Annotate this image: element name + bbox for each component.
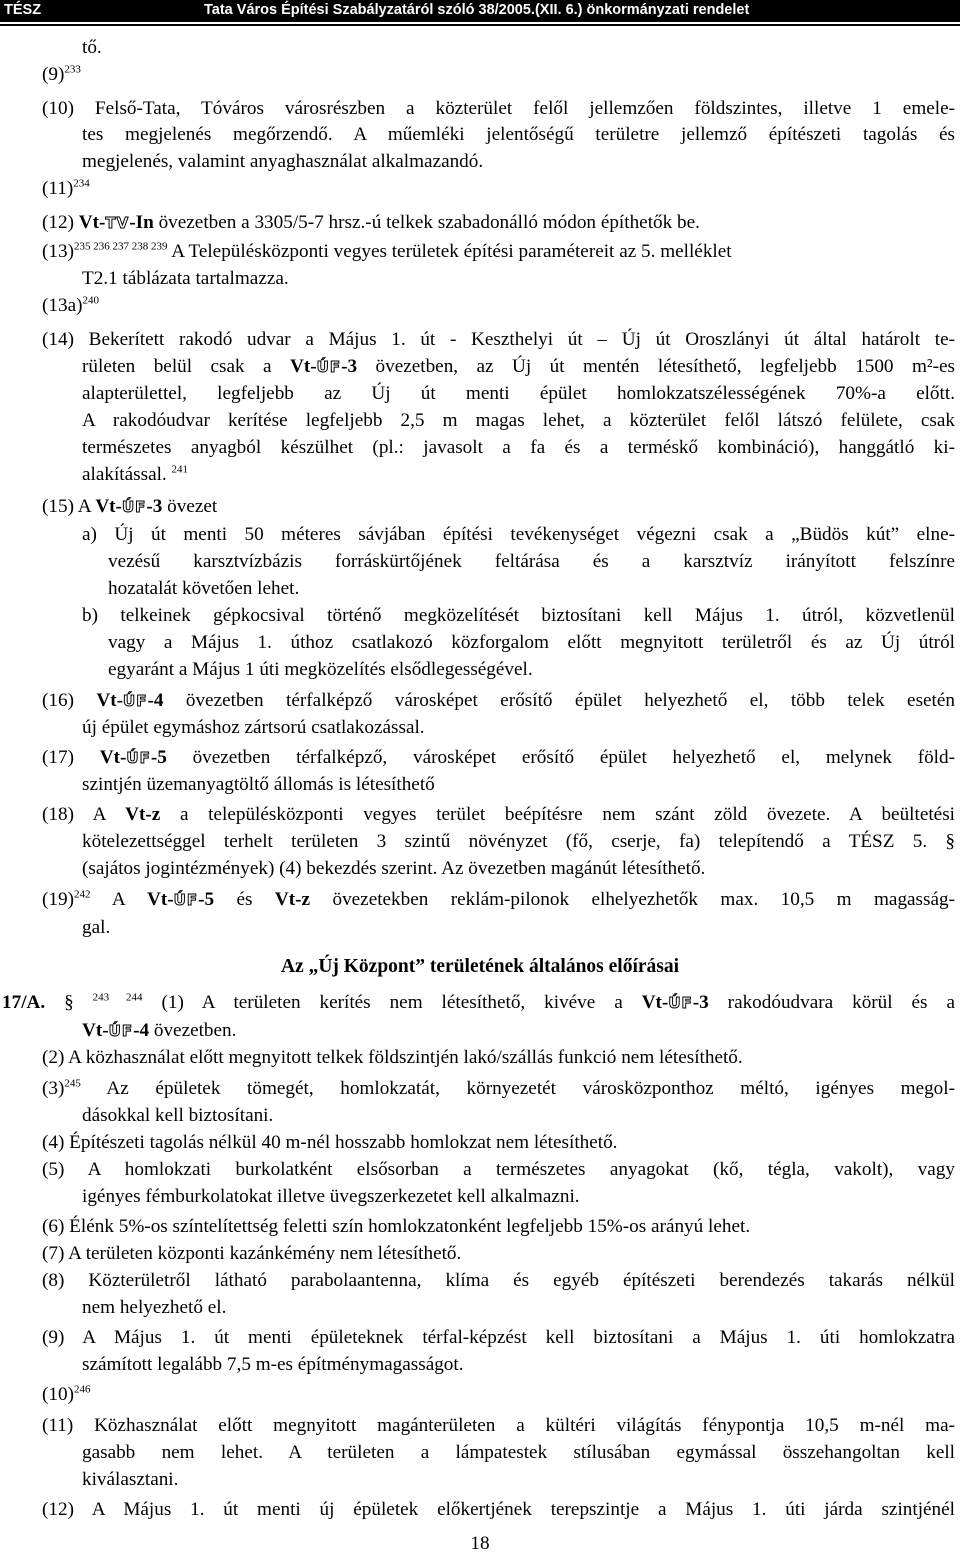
text-line: (9) A Május 1. út menti épületeknek térfal-képzést kell biztosítani a Május 1. úti homlokzatra [42,1327,955,1348]
text-line: (11) Közhasználat előtt megnyitott magánterületen a kültéri világítás fénypontja 10,5 m-nél ma- [42,1415,955,1436]
page-number: 18 [470,1533,490,1554]
footnote-ref: 241 [171,463,189,476]
text-line: $(13a)^{240}$ [42,294,99,316]
text-line: T2.1 táblázata tartalmazza. [82,268,289,289]
footnote-ref: 233 [64,63,81,76]
text-line: kiválasztani. [82,1469,179,1490]
text-line: igényes fémburkolatokat illetve üvegszerkezetet kell alkalmazni. [82,1186,580,1207]
text-line: (4) Építészeti tagolás nélkül 40 m-nél hosszabb homlokzat nem létesíthető. [42,1132,618,1153]
text-line: a) Új út menti 50 méteres sávjában építési tevékenységet végezni csak a „Büdös kút” elne- [82,524,955,545]
zone-code-glyph: ÚF [126,749,151,767]
zone-code-glyph: ÚF [668,994,693,1012]
zone-code-glyph: TV [105,214,130,232]
zone-code-glyph: ÚF [121,498,147,516]
running-header [0,0,960,26]
text-line: (10) Felső-Tata, Tóváros városrészben a közterület felől jellemzően földszintes, illetve 1 emele- [42,98,955,119]
text-line: tő. [82,37,102,58]
text-line: (6) Élénk 5%-os színtelítettség feletti szín homlokzatonként legfeljebb 15%-os arányú lehet. [42,1216,751,1237]
text-line: kötelezettséggel terhelt területen 3 szintű növényzet (fő, cserje, fa) telepítendő a TÉSZ 5. § [82,831,955,852]
text-line: alapterülettel, legfeljebb az Új út menti épület homlokzatszélességének 70%-a előtt. [82,383,955,404]
text-line: szintjén üzemanyagtöltő állomás is létesíthető [82,774,435,795]
text-line: (sajátos jogintézmények) (4) bekezdés szerint. Az övezetben magánút létesíthető. [82,858,706,879]
text-line: $(13)^{235 236 237 238 239}$ A Településközponti vegyes területek építési paramétereit az 5. melléklet [42,240,732,262]
footnote-ref: 235 236 237 238 239 [73,240,168,253]
text-line: (18) A Vt-z a településközponti vegyes terület beépítésre nem szánt zöld övezete. A beültetési [42,804,955,825]
text-line: számított legalább 7,5 m-es építménymagasságot. [82,1354,464,1375]
text-line: nem helyezhető el. [82,1297,227,1318]
footnote-ref: 243 244 [92,991,143,1004]
footnote-ref: 234 [73,177,90,190]
text-line: (2) A közhasználat előtt megnyitott telkek földszintjén lakó/szállás funkció nem létesíthető. [42,1047,743,1068]
text-line: $(10)^{246}$ [42,1383,91,1405]
text-line: vezésű karsztvízbázis forráskürtőjének feltárása és a karsztvíz irányított felszínre [108,551,955,572]
zone-code-glyph: ÚF [316,358,342,376]
text-line: (16) Vt-ÚF-4 övezetben térfalképző városképet erősítő épület helyezhető el, több telek esetén [42,690,955,711]
text-line: alakítással. $^{241}$ [82,463,189,485]
text-line: Vt-ÚF-4 övezetben. [82,1020,237,1041]
text-line: 17/A. § $^{243 244}$ (1) A területen kerítés nem létesíthető, kivéve a Vt-ÚF-3 rakodóudvara körül és a [2,991,955,1013]
text-line: rületen belül csak a Vt-ÚF-3 övezetben, az Új út mentén létesíthető, legfeljebb 1500 m²-es [82,356,956,377]
text-line: (7) A területen központi kazánkémény nem létesíthető. [42,1243,462,1264]
text-line: (14) Bekerített rakodó udvar a Május 1. út - Keszthelyi út – Új út Oroszlányi út által határolt te- [42,329,955,350]
text-line: egyaránt a Május 1 úti megközelítés elsődlegességével. [108,659,533,680]
section-heading: Az „Új Központ” területének általános előírásai [280,956,680,977]
footnote-ref: 246 [73,1383,91,1396]
text-line: dásokkal kell biztosítani. [82,1105,274,1126]
text-line: gal. [82,917,111,938]
footnote-ref: 240 [82,294,99,307]
text-line: (17) Vt-ÚF-5 övezetben térfalképző, városképet erősítő épület helyezhető el, melynek föld- [42,747,956,768]
header-doc-title: Tata Város Építési Szabályzatáról szóló 38/2005.(XII. 6.) önkormányzati rendelet [204,2,750,18]
text-line: (8) Közterületről látható parabolaantenna, klíma és egyéb építészeti berendezés takarás nélkül [42,1270,955,1291]
text-line: $(3)^{245}$ Az épületek tömegét, homlokzatát, környezetét városközponthoz méltó, igényes megol- [42,1077,955,1099]
zone-code-glyph: ÚF [173,891,199,909]
footnote-ref: 245 [64,1077,81,1090]
text-line: $(11)^{234}$ [42,177,90,199]
text-line: természetes anyagból készülhet (pl.: javasolt a fa és a terméskő kombináció), hanggátló ki- [82,437,955,458]
text-line: új épület egymáshoz zártsorú csatlakozással. [82,717,425,738]
text-line: (12) Vt-TV-In övezetben a 3305/5-7 hrsz.-ú telkek szabadonálló módon építhetők be. [42,212,700,233]
text-line: A rakodóudvar kerítése legfeljebb 2,5 m magas lehet, a közterület felől látszó felülete, csak [82,410,955,431]
text-line: $(9)^{233}$ [42,63,81,85]
text-line: tes megjelenés megőrzendő. A műemléki jelentőségű területre jellemző építészeti tagolás és [82,124,955,145]
text-line: vagy a Május 1. úthoz csatlakozó közforgalom előtt megnyitott területről és az Új útról [108,632,955,653]
text-line: $(19)^{242}$ A Vt-ÚF-5 és Vt-z övezetekben reklám-pilonok elhelyezhetők max. 10,5 m magasság- [42,888,955,910]
zone-code-glyph: ÚF [123,692,148,710]
text-line: (12) A Május 1. út menti új épületek előkertjének terepszintje a Május 1. úti járda szintjénél [42,1499,955,1520]
zone-code-glyph: ÚF [108,1022,134,1040]
text-line: (15) A Vt-ÚF-3 övezet [42,496,218,517]
text-line: b) telkeinek gépkocsival történő megközelítését biztosítani kell Május 1. útról, közvetlenül [82,605,955,626]
text-line: hozatalát követően lehet. [108,578,300,599]
text-line: (5) A homlokzati burkolatként elsősorban a természetes anyagokat (kő, tégla, vakolt), vagy [42,1159,955,1180]
text-line: gasabb nem lehet. A területen a lámpatestek stílusában egymással összehangoltan kell [82,1442,955,1463]
header-doc-code: TÉSZ [4,2,42,18]
text-line: megjelenés, valamint anyaghasználat alkalmazandó. [82,151,484,172]
footnote-ref: 242 [73,888,91,901]
